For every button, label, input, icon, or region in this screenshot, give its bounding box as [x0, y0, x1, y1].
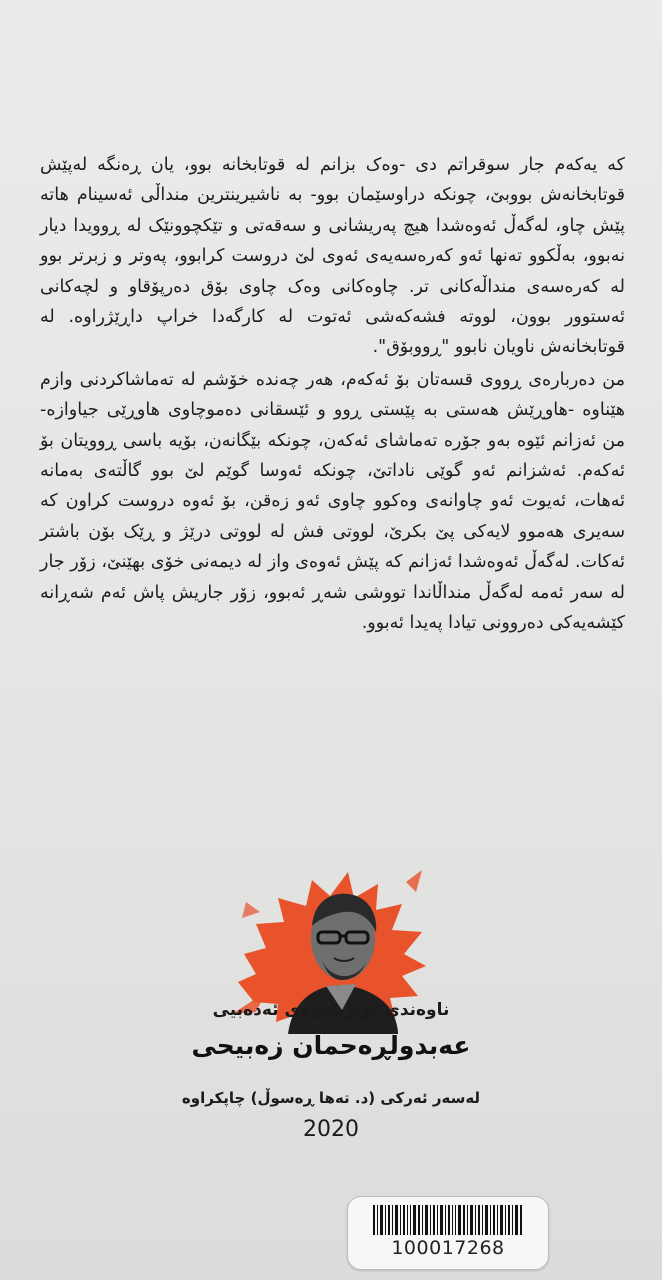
- barcode-icon: [373, 1205, 523, 1235]
- institute-name: ناوه‌ندی توێژینه‌وه‌ی ئه‌ده‌بیی: [212, 1000, 450, 1020]
- barcode-number: 100017268: [391, 1237, 505, 1259]
- editor-credit: له‌سه‌ر ئه‌رکی (د. ته‌ها ڕه‌سوڵ) چاپکراوه‌: [181, 1089, 481, 1107]
- blurb-text: [40, 150, 625, 641]
- blurb-paragraph-2: من ده‌رباره‌ی ڕووی قسه‌تان بۆ ئه‌که‌م، هه‌ر چه‌نده‌ خۆشم له‌ ته‌ماشاکردنی وازم هێناوه‌ -هاوڕێش هه‌ستی به‌ پێستی ڕوو و ئێسقانی ده‌موچاوی هاوڕێی جیاوازه‌- من ئه‌زانم ئێوه‌ به‌و جۆره‌ ته‌ماشای ئه‌که‌ن، چونکه‌ بێگانه‌ن، بۆیه‌ باسی ڕوویتان بۆ ئه‌که‌م. ئه‌شزانم ئه‌و گوێی ناداتێ، چونکه‌ ئه‌وسا گوێم لێ بوو گاڵته‌ی به‌مانه‌ ئه‌هات، ئه‌یوت ئه‌و چاوانه‌ی وه‌کوو چاوی ئه‌و زه‌قن، بۆ ئه‌وه‌ دروست کراون که‌ سه‌یری هه‌موو لایه‌کی پێ بکرێ، لووتی فش له‌ لووتی درێژ و ڕێک بۆن باشتر ئه‌کات. له‌گه‌ڵ ئه‌وه‌شدا ئه‌زانم که‌ پێش ئه‌وه‌ی واز له‌ دیمه‌نی خۆی بهێنێ، زۆر جار له‌ سه‌ر ئه‌مه‌ له‌گه‌ڵ منداڵاندا تووشی شه‌ڕ ئه‌بوو، زۆر جاریش پاش ئه‌م شه‌ڕانه‌ کێشه‌یه‌کی ده‌روونی تیادا په‌یدا ئه‌بوو.: [40, 369, 625, 634]
- blurb-paragraph-1: که یه‌که‌م جار سوقراتم دی -وه‌ک بزانم له‌ قوتابخانه‌ بوو، یان ڕه‌نگه‌ له‌پێش قوتابخانه‌ش بووبێ، چونکه‌ دراوسێمان بوو- به‌ ناشیرینترین منداڵی ئه‌سینام هاته‌ پێش چاو، له‌گه‌ڵ ئه‌وه‌شدا هیچ په‌ریشانی و سه‌قه‌تی و تێکچوونێک له‌ ڕوویدا دیار نه‌بوو، به‌ڵکوو ته‌نها ئه‌و که‌ره‌سه‌یه‌ی ئه‌وی لێ دروست کرابوو، په‌وتر و زبرتر بوو له‌ که‌ره‌سه‌ی منداڵه‌کانی تر. چاوه‌کانی وه‌ک چاوی بۆق ده‌رپۆقاو و لچه‌کانی ئه‌ستوور بوون، لووته‌ فشه‌که‌شی ئه‌توت له‌ کارگه‌دا خراپ داڕێژراوه‌. له‌ قوتابخانه‌ش ناویان نابوو "ڕووبۆق".: [40, 155, 625, 358]
- barcode-sticker: [347, 1196, 549, 1270]
- author-name: عه‌بدولڕه‌حمان زه‌بیحی: [191, 1031, 471, 1060]
- publication-year: 2020: [303, 1117, 359, 1142]
